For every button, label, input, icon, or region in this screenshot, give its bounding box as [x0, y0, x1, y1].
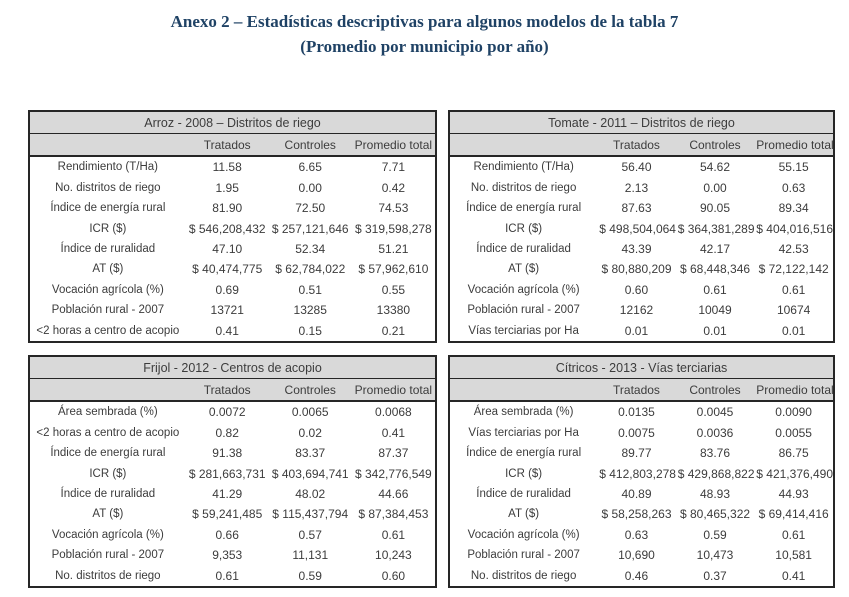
row-label: Índice de ruralidad [60, 488, 156, 500]
cell-controles: $ 115,437,794 [272, 507, 349, 522]
header-promedio-total: Promedio total [754, 134, 834, 157]
cell-tratados: 87.63 [621, 201, 652, 216]
row-label: Área sembrada (%) [473, 406, 574, 419]
table-row [29, 401, 436, 423]
cell-promedio-total: 89.34 [778, 201, 809, 216]
cell-controles: 10049 [698, 303, 732, 318]
cell-promedio-total: 0.42 [381, 180, 406, 195]
row-label: Índice de ruralidad [476, 243, 571, 255]
cell-promedio-total: 0.63 [781, 180, 806, 195]
cell-controles: $ 364,381,289 [677, 221, 755, 236]
cell-promedio-total: 74.53 [378, 201, 409, 216]
table-title-row [29, 111, 436, 134]
table-header-row [449, 134, 834, 157]
cell-promedio-total: $ 69,414,416 [758, 507, 829, 522]
row-label: Índice de ruralidad [476, 488, 571, 500]
row-label: AT ($) [508, 263, 540, 276]
cell-tratados: 47.10 [212, 242, 243, 256]
cell-promedio-total: $ 404,016,516 [756, 221, 834, 236]
cell-tratados: 12162 [619, 303, 654, 318]
cell-tratados: 91.38 [212, 446, 243, 461]
cell-tratados: 81.90 [212, 201, 243, 216]
row-label: Población rural - 2007 [51, 549, 165, 562]
cell-promedio-total: 0.60 [381, 568, 406, 583]
cell-controles: 0.37 [703, 568, 727, 583]
cell-controles: 0.51 [298, 282, 322, 297]
row-label: <2 horas a centro de acopio [36, 324, 180, 337]
table-title: Cítricos - 2013 - Vías terciarias [449, 356, 834, 379]
row-label: No. distritos de riego [470, 569, 577, 582]
table-row [29, 320, 436, 342]
row-label: Vías terciarias por Ha [468, 426, 579, 439]
header-empty-cell [29, 134, 186, 157]
cell-promedio-total: 0.0068 [375, 405, 412, 420]
table-body [29, 156, 436, 342]
row-label: AT ($) [508, 508, 540, 521]
cell-promedio-total: 10,581 [775, 548, 812, 563]
table-row [449, 423, 834, 443]
cell-controles: 42.17 [700, 242, 731, 256]
cell-tratados: $ 546,208,432 [188, 221, 266, 236]
row-label: Rendimiento (T/Ha) [57, 161, 159, 174]
cell-tratados: $ 59,241,485 [192, 507, 263, 522]
cell-controles: 11,131 [292, 548, 329, 563]
cell-tratados: 41.29 [212, 487, 243, 501]
table-row [29, 525, 436, 545]
row-label: Índice de energía rural [50, 202, 166, 215]
row-label: Vocación agrícola (%) [51, 528, 164, 541]
row-label: Vocación agrícola (%) [467, 528, 580, 541]
row-label: AT ($) [92, 508, 124, 521]
cell-controles: 0.57 [298, 527, 322, 542]
cell-promedio-total: 87.37 [378, 446, 409, 461]
cell-tratados: 40.89 [621, 487, 652, 501]
table-row [449, 178, 834, 198]
header-empty-cell [449, 134, 597, 157]
row-label: Vocación agrícola (%) [51, 283, 164, 296]
cell-tratados: 0.69 [215, 282, 239, 297]
stats-table-arroz [28, 110, 437, 343]
cell-controles: 0.59 [298, 568, 322, 583]
title-line-1: Anexo 2 – Estadísticas descriptivas para algunos modelos de la tabla 7 [170, 12, 679, 31]
table-title: Arroz - 2008 – Distritos de riego [29, 111, 436, 134]
cell-controles: $ 62,784,022 [275, 262, 346, 277]
cell-promedio-total: 86.75 [778, 446, 809, 461]
table-row [29, 484, 436, 504]
table-row [449, 259, 834, 279]
cell-controles: 0.59 [703, 527, 727, 542]
cell-tratados: 43.39 [621, 242, 652, 256]
cell-tratados: 0.46 [624, 568, 649, 583]
row-label: Población rural - 2007 [467, 549, 580, 562]
row-label: ICR ($) [505, 467, 543, 480]
table-row [449, 218, 834, 238]
cell-promedio-total: 44.66 [378, 487, 409, 501]
cell-tratados: 89.77 [621, 446, 652, 461]
cell-promedio-total: 0.41 [781, 568, 806, 583]
cell-controles: 48.93 [700, 487, 731, 501]
table-row [29, 463, 436, 483]
table-title: Frijol - 2012 - Centros de acopio [29, 356, 436, 379]
row-label: <2 horas a centro de acopio [36, 426, 180, 439]
header-empty-cell [29, 379, 186, 402]
cell-controles: 0.01 [703, 323, 727, 338]
row-label: Índice de energía rural [466, 447, 582, 460]
cell-promedio-total: 0.55 [381, 282, 406, 297]
cell-tratados: 9,353 [212, 548, 243, 563]
cell-promedio-total: 10674 [776, 303, 811, 318]
row-label: ICR ($) [89, 467, 127, 480]
table-row [449, 320, 834, 342]
table-body [449, 156, 834, 342]
table-title-row [449, 111, 834, 134]
cell-controles: 0.0045 [696, 405, 734, 420]
cell-promedio-total: 51.21 [378, 242, 409, 256]
table-row [29, 423, 436, 443]
cell-tratados: $ 58,258,263 [601, 507, 672, 522]
cell-tratados: $ 498,504,064 [599, 221, 676, 236]
document-title [0, 9, 849, 59]
cell-controles: $ 257,121,646 [271, 221, 349, 236]
cell-promedio-total: 55.15 [778, 160, 809, 175]
cell-tratados: 13721 [210, 303, 244, 318]
row-label: No. distritos de riego [55, 569, 161, 582]
cell-controles: 48.02 [295, 487, 326, 501]
cell-promedio-total: 0.41 [381, 425, 406, 440]
table-row [29, 565, 436, 587]
header-controles: Controles [269, 379, 352, 402]
cell-controles: 10,473 [696, 548, 734, 563]
cell-controles: 52.34 [295, 242, 326, 256]
header-tratados: Tratados [597, 379, 676, 402]
cell-promedio-total: 13380 [376, 303, 411, 318]
cell-controles: 90.05 [700, 201, 731, 216]
cell-controles: 72.50 [295, 201, 326, 216]
cell-controles: 0.00 [703, 180, 727, 195]
row-label: No. distritos de riego [470, 181, 577, 194]
cell-promedio-total: 0.61 [381, 527, 406, 542]
table-body [29, 401, 436, 587]
table-row [449, 463, 834, 483]
tables-grid [28, 110, 835, 588]
table-header-row [29, 134, 436, 157]
cell-promedio-total: $ 319,598,278 [354, 221, 432, 236]
cell-tratados: 56.40 [621, 160, 652, 175]
cell-tratados: 0.0072 [208, 405, 246, 420]
cell-tratados: 0.63 [624, 527, 649, 542]
table-row [29, 504, 436, 524]
cell-tratados: 0.01 [624, 323, 649, 338]
cell-promedio-total: 7.71 [381, 160, 406, 175]
cell-promedio-total: 0.0055 [775, 425, 812, 440]
header-tratados: Tratados [186, 379, 269, 402]
cell-tratados: 11.58 [212, 160, 242, 175]
cell-promedio-total: $ 72,122,142 [758, 262, 829, 277]
table-row [29, 259, 436, 279]
table-row [449, 401, 834, 423]
row-label: Área sembrada (%) [57, 406, 158, 419]
cell-tratados: 0.66 [215, 527, 239, 542]
row-label: Vocación agrícola (%) [467, 283, 580, 296]
header-promedio-total: Promedio total [352, 134, 436, 157]
table-row [29, 443, 436, 463]
title-line-2: (Promedio por municipio por año) [300, 37, 549, 56]
table-row [449, 545, 834, 565]
table-row [449, 525, 834, 545]
table-row [449, 504, 834, 524]
cell-controles: 0.15 [298, 323, 322, 338]
cell-controles: 13285 [293, 303, 327, 318]
table-header-row [29, 379, 436, 402]
header-promedio-total: Promedio total [352, 379, 436, 402]
cell-tratados: 0.60 [624, 282, 649, 297]
stats-table-frijol [28, 355, 437, 588]
cell-tratados: $ 80,880,209 [601, 262, 672, 277]
row-label: Rendimiento (T/Ha) [473, 161, 574, 174]
table-body [449, 401, 834, 587]
row-label: Índice de energía rural [50, 447, 166, 460]
table-row [449, 300, 834, 320]
cell-tratados: $ 40,474,775 [192, 262, 263, 277]
cell-tratados: 0.0075 [618, 425, 655, 440]
row-label: Población rural - 2007 [467, 304, 580, 317]
header-controles: Controles [676, 134, 755, 157]
cell-tratados: 1.95 [215, 180, 239, 195]
row-label: Población rural - 2007 [51, 304, 165, 317]
table-row [449, 443, 834, 463]
cell-controles: 0.0065 [291, 405, 329, 420]
cell-controles: 54.62 [700, 160, 731, 175]
table-row [29, 300, 436, 320]
table-header-row [449, 379, 834, 402]
cell-tratados: 2.13 [624, 180, 649, 195]
cell-controles: $ 403,694,741 [271, 466, 349, 481]
cell-controles: 83.37 [295, 446, 326, 461]
cell-promedio-total: $ 57,962,610 [358, 262, 429, 277]
cell-tratados: 10,690 [618, 548, 655, 563]
table-row [29, 239, 436, 259]
cell-promedio-total: $ 421,376,490 [756, 466, 834, 481]
row-label: Índice de energía rural [466, 202, 582, 215]
cell-promedio-total: 0.01 [781, 323, 806, 338]
row-label: No. distritos de riego [55, 181, 161, 194]
table-row [29, 198, 436, 218]
cell-tratados: $ 281,663,731 [188, 466, 266, 481]
cell-promedio-total: 0.61 [781, 282, 806, 297]
cell-tratados: 0.61 [215, 568, 239, 583]
stats-table-tomate [448, 110, 835, 343]
cell-controles: 6.65 [298, 160, 322, 175]
table-row [449, 280, 834, 300]
header-empty-cell [449, 379, 597, 402]
cell-tratados: 0.41 [215, 323, 239, 338]
cell-tratados: 0.0135 [618, 405, 655, 420]
table-row [29, 545, 436, 565]
header-controles: Controles [269, 134, 352, 157]
cell-controles: $ 68,448,346 [679, 262, 751, 277]
cell-controles: 0.00 [298, 180, 322, 195]
cell-controles: 0.61 [703, 282, 727, 297]
table-title-row [449, 356, 834, 379]
header-tratados: Tratados [597, 134, 676, 157]
cell-promedio-total: 0.0090 [775, 405, 812, 420]
table-row [449, 565, 834, 587]
header-promedio-total: Promedio total [754, 379, 834, 402]
table-row [449, 198, 834, 218]
cell-controles: 0.0036 [696, 425, 734, 440]
row-label: Vías terciarias por Ha [468, 324, 579, 337]
cell-controles: 0.02 [298, 425, 322, 440]
table-title: Tomate - 2011 – Distritos de riego [449, 111, 834, 134]
cell-controles: 83.76 [700, 446, 731, 461]
cell-controles: $ 429,868,822 [677, 466, 755, 481]
table-row [29, 218, 436, 238]
stats-table-citricos [448, 355, 835, 588]
table-row [29, 280, 436, 300]
cell-promedio-total: 44.93 [778, 487, 809, 501]
cell-tratados: $ 412,803,278 [599, 466, 676, 481]
header-tratados: Tratados [186, 134, 269, 157]
cell-controles: $ 80,465,322 [679, 507, 751, 522]
cell-promedio-total: $ 342,776,549 [354, 466, 432, 481]
row-label: ICR ($) [505, 222, 543, 235]
cell-promedio-total: 0.21 [381, 323, 406, 338]
table-row [29, 178, 436, 198]
header-controles: Controles [676, 379, 755, 402]
cell-promedio-total: 42.53 [778, 242, 809, 256]
row-label: Índice de ruralidad [60, 243, 156, 255]
table-row [449, 484, 834, 504]
cell-tratados: 0.82 [215, 425, 239, 440]
cell-promedio-total: 10,243 [375, 548, 412, 563]
table-row [449, 156, 834, 178]
table-row [449, 239, 834, 259]
row-label: ICR ($) [89, 222, 127, 235]
table-row [29, 156, 436, 178]
table-title-row [29, 356, 436, 379]
row-label: AT ($) [92, 263, 124, 276]
cell-promedio-total: 0.61 [781, 527, 806, 542]
cell-promedio-total: $ 87,384,453 [358, 507, 429, 522]
